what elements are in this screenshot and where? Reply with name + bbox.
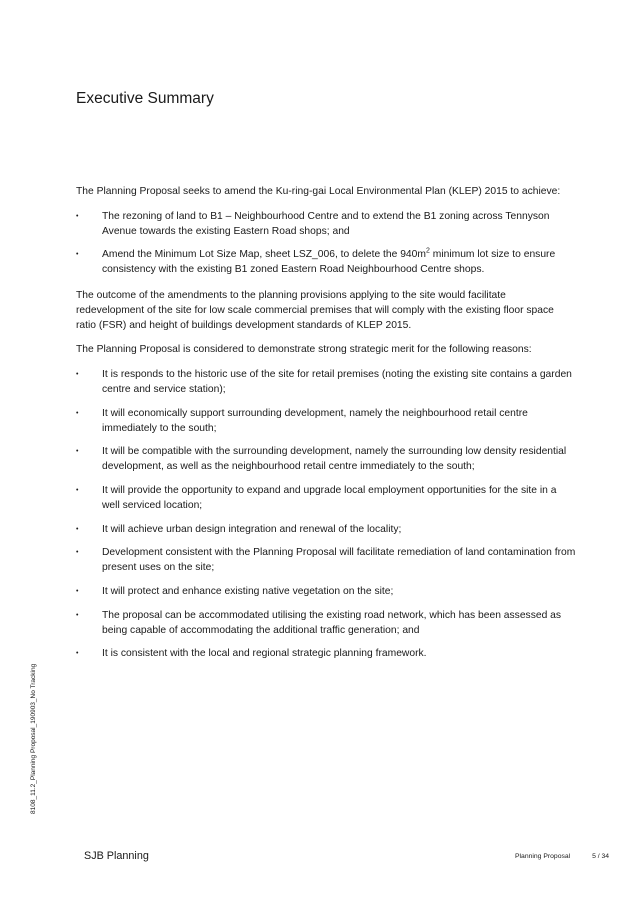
superscript: 2 bbox=[425, 247, 430, 255]
bullet-icon: • bbox=[76, 650, 79, 658]
footer-doc-name: Planning Proposal bbox=[515, 853, 571, 860]
document-body bbox=[76, 185, 576, 673]
list-item-text: It will provide the opportunity to expand and upgrade local employment opportunities for the site in a well serviced location; bbox=[102, 484, 557, 511]
bullet-icon: • bbox=[76, 587, 79, 595]
bullet-icon: • bbox=[76, 251, 79, 259]
list-item bbox=[76, 210, 576, 240]
bullet-icon: • bbox=[76, 371, 79, 379]
footer-company: SJB Planning bbox=[84, 850, 149, 862]
bullet-icon: • bbox=[76, 549, 79, 557]
bullet-icon: • bbox=[76, 212, 79, 220]
list-item bbox=[76, 546, 576, 576]
footer-info bbox=[515, 853, 609, 860]
list-item bbox=[76, 585, 576, 600]
side-label: 8108_11.2_Planning Proposal_190903_No Tracking bbox=[30, 663, 37, 814]
amendments-list bbox=[76, 210, 576, 278]
list-item-text: It is responds to the historic use of the site for retail premises (noting the existing site contains a garden centre and service station); bbox=[102, 369, 572, 395]
outcome-paragraph: The outcome of the amendments to the planning provisions applying to the site would facilitate redevelopment of the site for low scale commercial premises that will comply with the existing floor space ratio (FSR) and height of buildings development standards of KLEP 2015. bbox=[76, 289, 554, 331]
list-item bbox=[76, 523, 576, 538]
bullet-icon: • bbox=[76, 448, 79, 456]
list-item bbox=[76, 609, 576, 639]
bullet-icon: • bbox=[76, 409, 79, 417]
reasons-list bbox=[76, 368, 576, 662]
bullet-icon: • bbox=[76, 611, 79, 619]
list-item-text: The rezoning of land to B1 – Neighbourhood Centre and to extend the B1 zoning across Tennyson Avenue towards the existing Eastern Road shops; and bbox=[102, 210, 550, 237]
list-item bbox=[76, 407, 576, 437]
list-item bbox=[76, 647, 576, 662]
list-item bbox=[76, 248, 576, 278]
list-item-text: It will be compatible with the surrounding development, namely the surrounding low density residential development, as well as the neighbourhood retail centre immediately to the south; bbox=[102, 446, 567, 473]
list-item bbox=[76, 484, 576, 514]
bullet-icon: • bbox=[76, 525, 79, 533]
list-item bbox=[76, 445, 576, 475]
list-item-text: The proposal can be accommodated utilising the existing road network, which has been assessed as being capable of accommodating the additional traffic generation; and bbox=[102, 609, 562, 636]
list-item-text: Amend the Minimum Lot Size Map, sheet LSZ_006, to delete the $940m^2$ minimum lot size to ensure consistency with the existing B1 zoned Eastern Road Neighbourhood Centre shops. bbox=[102, 247, 556, 276]
list-item-text: It will protect and enhance existing native vegetation on the site; bbox=[102, 585, 394, 597]
bullet-icon: • bbox=[76, 486, 79, 494]
page-title: Executive Summary bbox=[76, 90, 214, 107]
page-number: 5 / 34 bbox=[592, 853, 610, 860]
list-item-text: Development consistent with the Planning Proposal will facilitate remediation of land contamination from present uses on the site; bbox=[102, 547, 576, 574]
list-item-text: It will achieve urban design integration and renewal of the locality; bbox=[102, 523, 402, 535]
list-item-text: It will economically support surrounding development, namely the neighbourhood retail centre immediately to the south; bbox=[102, 407, 528, 434]
list-item-text: It is consistent with the local and regional strategic planning framework. bbox=[102, 648, 427, 660]
intro-paragraph: The Planning Proposal seeks to amend the Ku-ring-gai Local Environmental Plan (KLEP) 2015 to achieve: bbox=[76, 186, 561, 197]
merit-intro-paragraph: The Planning Proposal is considered to demonstrate strong strategic merit for the following reasons: bbox=[76, 344, 532, 356]
list-item bbox=[76, 368, 576, 398]
